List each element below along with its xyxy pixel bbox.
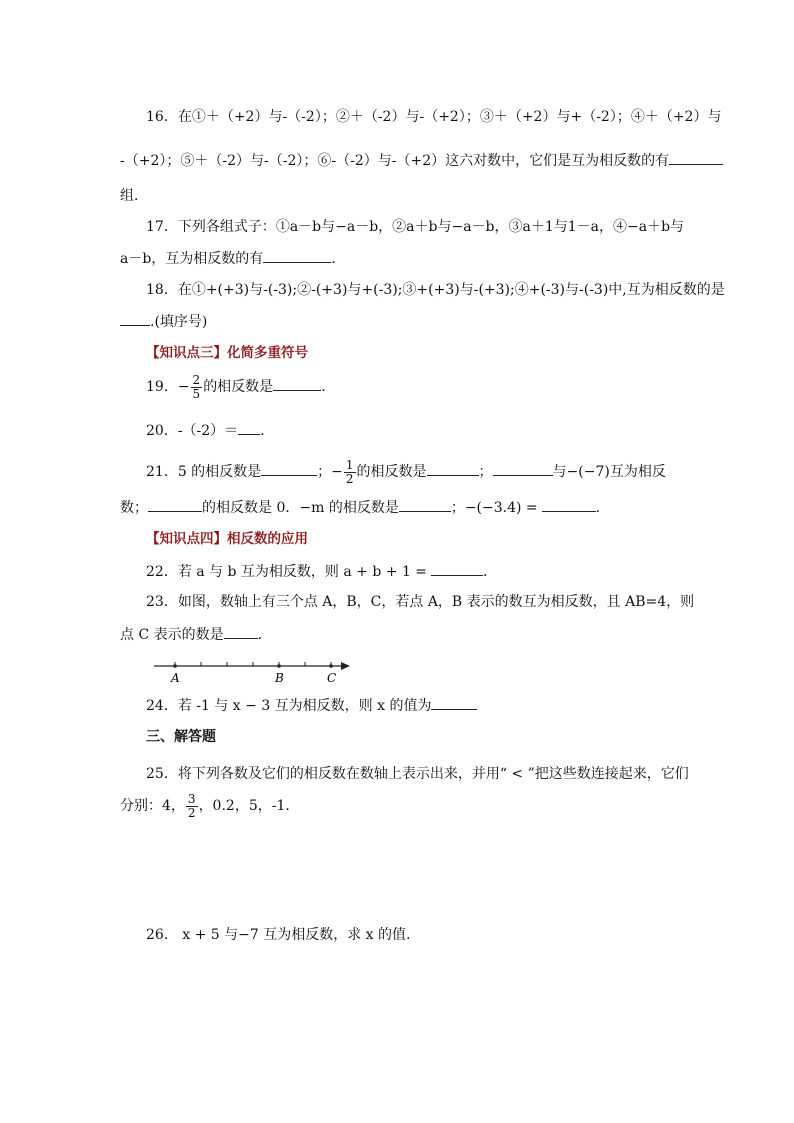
point-a-label: A <box>171 671 180 685</box>
q21-end: ． <box>595 500 610 516</box>
q17-answer-blank[interactable] <box>263 248 331 263</box>
q19-suffix: 的相反数是 <box>203 379 274 395</box>
q18-line2-text: .(填序号) <box>150 314 208 330</box>
q19-num: 2 <box>192 372 201 387</box>
point-b-label: B <box>275 671 284 685</box>
q21-part4: ； <box>478 464 493 480</box>
q25-den: 2 <box>187 805 196 820</box>
point-c-dot <box>329 664 333 668</box>
q21-blank3[interactable] <box>493 461 553 476</box>
q18-answer-blank[interactable] <box>120 311 150 326</box>
q17-line2-text: a－b，互为相反数的有 <box>120 251 264 267</box>
q16-line2-text: -（+2）；⑤＋（-2）与-（-2）；⑥-（-2）与-（+2）这六对数中，它们是互为相反数的有 <box>120 153 670 169</box>
q21-fraction <box>344 459 356 486</box>
q18-line2 <box>120 311 207 332</box>
q19-den: 5 <box>192 386 201 401</box>
section-3-title: 三、解答题 <box>146 729 216 745</box>
q19: 19．− $\frac{2}{5}$ 的相反数是 ． <box>146 372 336 401</box>
q17-line2: a－b，互为相反数的有 ． <box>120 248 345 269</box>
q19-fraction <box>191 374 203 401</box>
q21-num: 1 <box>345 457 354 472</box>
q21-line2-part3: ；−(−3.4) = <box>450 500 538 516</box>
q21-line2-part2: 的相反数是 0．−m 的相反数是 <box>202 500 399 516</box>
q23-line1: 23．如图，数轴上有三个点 A，B，C，若点 A，B 表示的数互为相反数，且 AB=4，则 <box>146 594 695 610</box>
number-line-figure <box>150 656 360 686</box>
q16-line3: 组． <box>120 188 148 204</box>
q24-text: 24．若 -1 与 x − 3 互为相反数，则 x 的值为 <box>146 698 432 714</box>
q17-line1: 17．下列各组式子：①a－b与−a－b，②a＋b与−a－b，③a＋1与1－a，④−a＋b与 <box>146 219 685 235</box>
q16-line2 <box>120 150 723 171</box>
q21-part1: 21．5 的相反数是 <box>146 464 262 480</box>
q23-line2: 点 C 表示的数是 ． <box>120 624 272 645</box>
q16-answer-blank[interactable] <box>669 150 723 165</box>
q22-text: 22．若 a 与 b 互为相反数，则 a + b + 1 = <box>146 564 428 580</box>
q21-blank4[interactable] <box>148 497 202 512</box>
q25-fraction <box>186 793 198 820</box>
q20: 20．-（-2）＝ ． <box>146 420 274 441</box>
q19-answer-blank[interactable] <box>273 376 321 391</box>
number-line-arrow <box>341 662 350 670</box>
q25-line1: 25．将下列各数及它们的相反数在数轴上表示出来，并用“ < ”把这些数连接起来，它们 <box>146 766 689 782</box>
point-c-label: C <box>327 671 337 685</box>
point-a-dot <box>173 664 177 668</box>
q21-part5: 与−(−7)互为相反 <box>552 464 666 480</box>
heading-knowledge-4: 【知识点四】相反数的应用 <box>146 531 308 547</box>
q21-part3: 的相反数是 <box>356 464 427 480</box>
q23-answer-blank[interactable] <box>224 624 258 639</box>
q22: 22．若 a 与 b 互为相反数，则 a + b + 1 = ． <box>146 561 497 582</box>
q21-den: 2 <box>345 471 354 486</box>
q26: 26． x + 5 与−7 互为相反数，求 x 的值. <box>146 927 411 943</box>
q21-blank2[interactable] <box>427 461 479 476</box>
q21-line1 <box>146 458 666 486</box>
q25-line2 <box>120 792 299 820</box>
q21-blank1[interactable] <box>261 461 317 476</box>
q19-prefix: 19．− <box>146 379 190 395</box>
q21-blank6[interactable] <box>542 497 596 512</box>
q23-line2-text: 点 C 表示的数是 <box>120 627 224 643</box>
q24 <box>146 695 477 716</box>
q21-line2 <box>120 497 610 518</box>
q20-answer-blank[interactable] <box>238 420 260 435</box>
q21-part2: ；− <box>317 464 343 480</box>
q18-line1: 18．在①+(+3)与-(-3);②-(+3)与+(-3);③+(+3)与-(+3);④+(-3)与-(-3)中,互为相反数的是 <box>146 282 725 298</box>
q16-line1: 16．在①＋（+2）与-（-2）；②＋（-2）与-（+2）；③＋（+2）与+（-2）；④＋（+2）与 <box>146 109 722 125</box>
q22-answer-blank[interactable] <box>431 561 483 576</box>
q24-answer-blank[interactable] <box>431 695 477 710</box>
q21-line2-part1: 数； <box>120 500 148 516</box>
q21-blank5[interactable] <box>399 497 451 512</box>
q20-text: 20．-（-2）＝ <box>146 423 239 439</box>
q25-line2-suffix: ，0.2，5，-1． <box>198 798 300 814</box>
q25-num: 3 <box>187 791 196 806</box>
point-b-dot <box>277 664 281 668</box>
heading-knowledge-3: 【知识点三】化简多重符号 <box>146 345 308 361</box>
q25-line2-prefix: 分别：4， <box>120 798 185 814</box>
